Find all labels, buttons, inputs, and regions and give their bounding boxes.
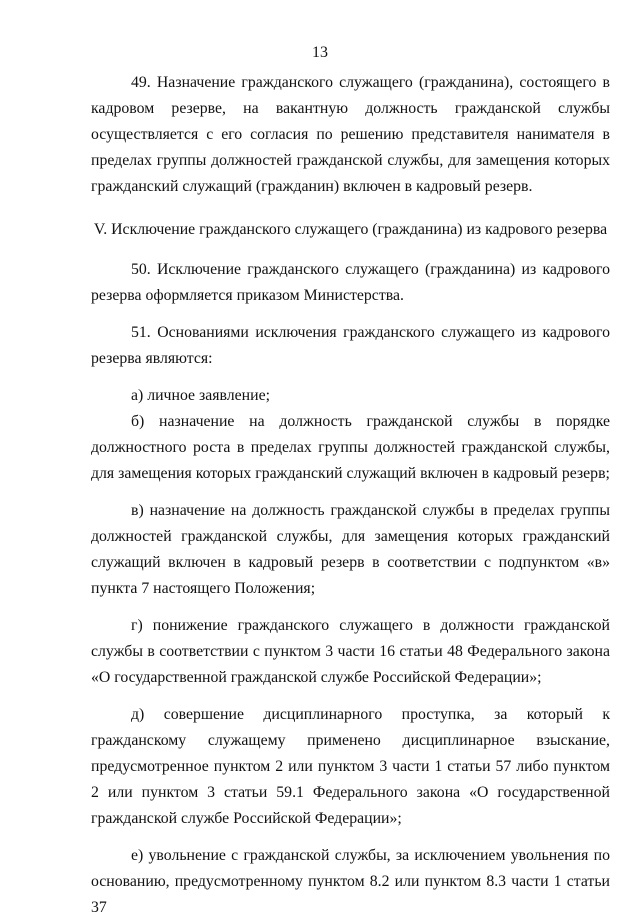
document-body bbox=[91, 70, 610, 921]
page-number: 13 bbox=[312, 44, 328, 61]
list-item-v: в) назначение на должность гражданской службы в пределах группы должностей гражданской службы, для замещения которых гражданский служащий включен в кадровый резерв в соответствии с подпунктом «в» пункта 7 настоящего Положения; bbox=[91, 502, 610, 597]
section-heading: V. Исключение гражданского служащего (гражданина) из кадрового резерва bbox=[93, 221, 608, 238]
paragraph-50: 50. Исключение гражданского служащего (гражданина) из кадрового резерва оформляется приказом Министерства. bbox=[91, 261, 610, 304]
list-item-a: а) личное заявление; bbox=[131, 387, 270, 404]
list-item-g: г) понижение гражданского служащего в должности гражданской службы в соответствии с пунктом 3 части 16 статьи 48 Федерального закона «О государственной гражданской службе Российской Федерации»; bbox=[91, 617, 610, 686]
list-item-e: е) увольнение с гражданской службы, за исключением увольнения по основанию, предусмотренному пунктом 8.2 или пунктом 8.3 части 1 статьи 37 bbox=[91, 847, 610, 916]
list-item-d: д) совершение дисциплинарного проступка, за который к гражданскому служащему применено дисциплинарное взыскание, предусмотренное пунктом 2 или пунктом 3 части 1 статьи 57 либо пунктом 2 или пунктом 3 статьи 59.1 Федерального закона «О государственной гражданской службе Российской Федерации»; bbox=[91, 706, 610, 827]
paragraph-49: 49. Назначение гражданского служащего (гражданина), состоящего в кадровом резерве, на вакантную должность гражданской службы осуществляется с его согласия по решению представителя нанимателя в пределах группы должностей гражданской службы, для замещения которых гражданский служащий (гражданин) включен в кадровый резерв. bbox=[91, 74, 610, 195]
list-item-b: б) назначение на должность гражданской службы в порядке должностного роста в пределах группы должностей гражданской службы, для замещения которых гражданский служащий включен в кадровый резерв; bbox=[91, 413, 610, 482]
paragraph-51: 51. Основаниями исключения гражданского служащего из кадрового резерва являются: bbox=[91, 324, 610, 367]
